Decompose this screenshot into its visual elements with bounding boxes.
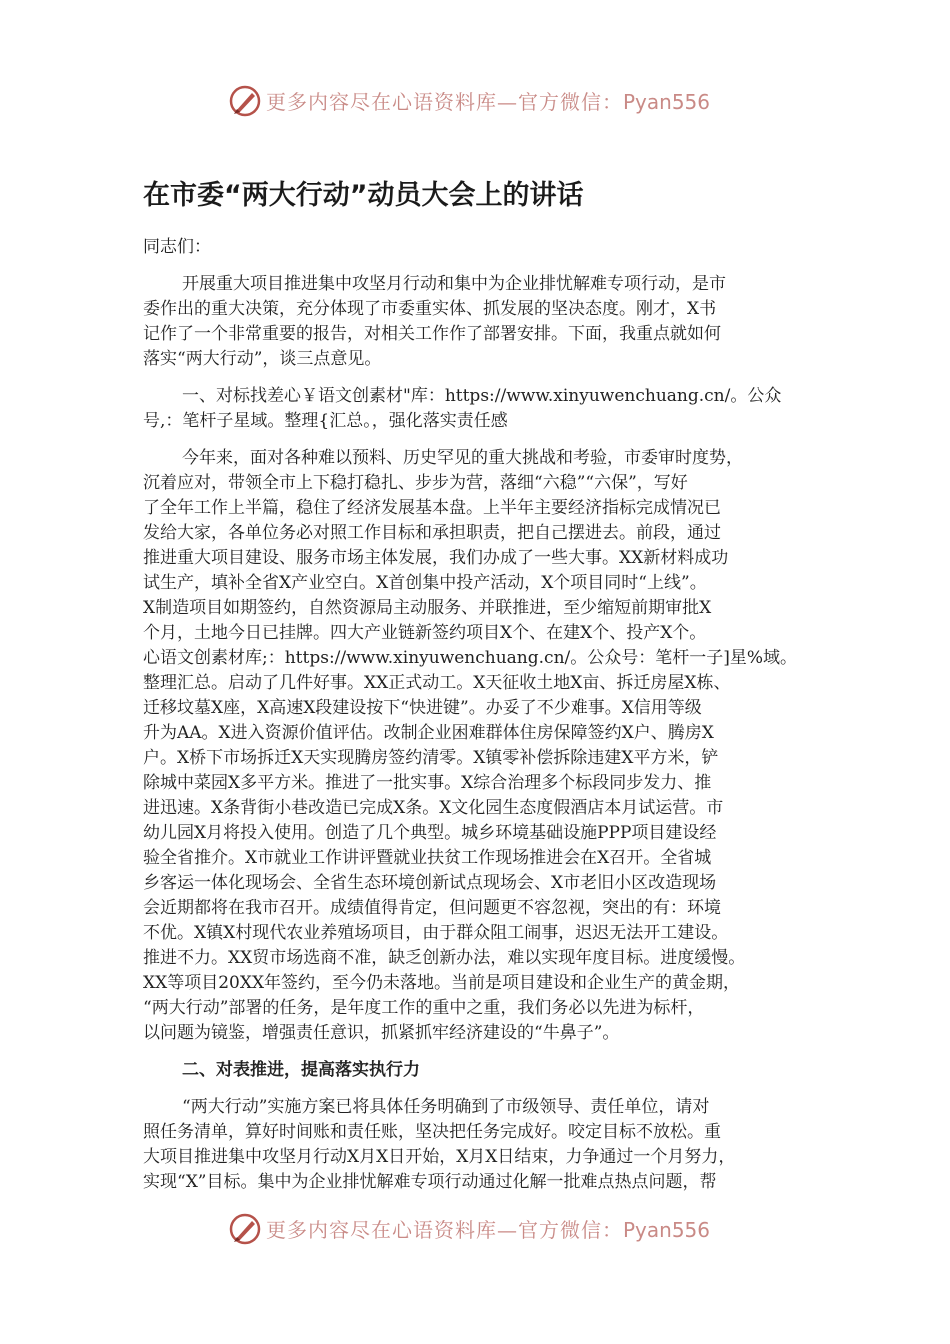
body-line: 了全年工作上半篇，稳住了经济发展基本盘。上半年主要经济指标完成情况已 xyxy=(143,498,721,518)
footer-banner xyxy=(0,1210,950,1250)
body-line: 发给大家，各单位务必对照工作目标和承担职责，把自己摆进去。前段，通过 xyxy=(143,523,721,543)
body-line: 落实“两大行动”，谈三点意见。 xyxy=(143,349,382,369)
wechat-id: Pyan556 xyxy=(623,90,711,114)
body-line: “两大行动”实施方案已将具体任务明确到了市级领导、责任单位，请对 xyxy=(182,1097,710,1117)
body-line: 今年来，面对各种难以预料、历史罕见的重大挑战和考验，市委审时度势， xyxy=(182,448,743,468)
body-line: 心语文创素材库;：https://www.xinyuwenchuang.cn/。公众号：笔杆一子]星%域。 xyxy=(143,648,798,668)
banner-text: 更多内容尽在心语资料库—官方微信：Pyan556 xyxy=(266,90,711,114)
body-line: 升为AA。X进入资源价值评估。改制企业困难群体住房保障签约X户、腾房X xyxy=(143,723,714,743)
body-line: X制造项目如期签约，自然资源局主动服务、并联推进，至少缩短前期审批X xyxy=(143,598,712,618)
body-line: 乡客运一体化现场会、全省生态环境创新试点现场会、X市老旧小区改造现场 xyxy=(143,873,717,893)
wechat-id: Pyan556 xyxy=(623,1218,711,1242)
body-line: 整理汇总。启动了几件好事。XX正式动工。X天征收土地X亩、拆迁房屋X栋、 xyxy=(143,673,731,693)
pen-logo-icon xyxy=(228,84,262,118)
section-heading-1-cont: 号,：笔杆子星域。整理{汇总。，强化落实责任感 xyxy=(143,411,508,431)
body-line: 推进不力。XX贸市场选商不准，缺乏创新办法，难以实现年度目标。进度缓慢。 xyxy=(143,948,746,968)
body-line: 会近期都将在我市召开。成绩值得肯定，但问题更不容忽视，突出的有：环境 xyxy=(143,898,721,918)
body-line: 进迅速。X条背街小巷改造已完成X条。X文化园生态度假酒店本月试运营。市 xyxy=(143,798,724,818)
body-line: 验全省推介。X市就业工作讲评暨就业扶贫工作现场推进会在X召开。全省城 xyxy=(143,848,712,868)
body-line: 记作了一个非常重要的报告，对相关工作作了部署安排。下面，我重点就如何 xyxy=(143,324,721,344)
body-line: 迁移坟墓X座，X高速X段建设按下“快进键”。办妥了不少难事。X信用等级 xyxy=(143,698,702,718)
page-title: 在市委“两大行动”动员大会上的讲话 xyxy=(143,180,584,211)
body-line: XX等项目20XX年签约，至今仍未落地。当前是项目建设和企业生产的黄金期， xyxy=(143,973,741,993)
body-line: 个月，土地今日已挂牌。四大产业链新签约项目X个、在建X个、投产X个。 xyxy=(143,623,707,643)
greeting: 同志们： xyxy=(143,237,211,257)
body-line: 除城中菜园X多平方米。推进了一批实事。X综合治理多个标段同步发力、推 xyxy=(143,773,712,793)
body-line: 不优。X镇X村现代农业养殖场项目，由于群众阻工闹事，迟迟无法开工建设。 xyxy=(143,923,729,943)
body-line: 推进重大项目建设、服务市场主体发展，我们办成了一些大事。XX新材料成功 xyxy=(143,548,729,568)
body-line: 试生产，填补全省X产业空白。X首创集中投产活动，X个项目同时“上线”。 xyxy=(143,573,707,593)
body-line: 大项目推进集中攻坚月行动X月X日开始，X月X日结束，力争通过一个月努力， xyxy=(143,1147,736,1167)
body-line: 沉着应对，带领全市上下稳打稳扎、步步为营，落细“六稳”“六保”，写好 xyxy=(143,473,688,493)
section-heading-1: 一、对标找差心￥语文创素材"库：https://www.xinyuwenchuang.cn/。公众 xyxy=(182,386,782,406)
body-line: 实现“X”目标。集中为企业排忧解难专项行动通过化解一批难点热点问题，帮 xyxy=(143,1172,717,1192)
body-line: 以问题为镜鉴，增强责任意识，抓紧抓牢经济建设的“牛鼻子”。 xyxy=(143,1023,620,1043)
banner-text: 更多内容尽在心语资料库—官方微信：Pyan556 xyxy=(266,1218,711,1242)
body-line: 开展重大项目推进集中攻坚月行动和集中为企业排忧解难专项行动，是市 xyxy=(182,274,726,294)
body-line: “两大行动”部署的任务，是年度工作的重中之重，我们务必以先进为标杆， xyxy=(143,998,705,1018)
body-line: 照任务清单，算好时间账和责任账，坚决把任务完成好。咬定目标不放松。重 xyxy=(143,1122,721,1142)
pen-logo-icon xyxy=(228,1212,262,1246)
body-line: 委作出的重大决策，充分体现了市委重实体、抓发展的坚决态度。刚才，X书 xyxy=(143,299,717,319)
body-line: 幼儿园X月将投入使用。创造了几个典型。城乡环境基础设施PPP项目建设经 xyxy=(143,823,717,843)
section-heading-2: 二、对表推进，提高落实执行力 xyxy=(182,1060,420,1080)
body-line: 户。X桥下市场拆迁X天实现腾房签约清零。X镇零补偿拆除违建X平方米，铲 xyxy=(143,748,719,768)
header-banner xyxy=(0,82,950,122)
